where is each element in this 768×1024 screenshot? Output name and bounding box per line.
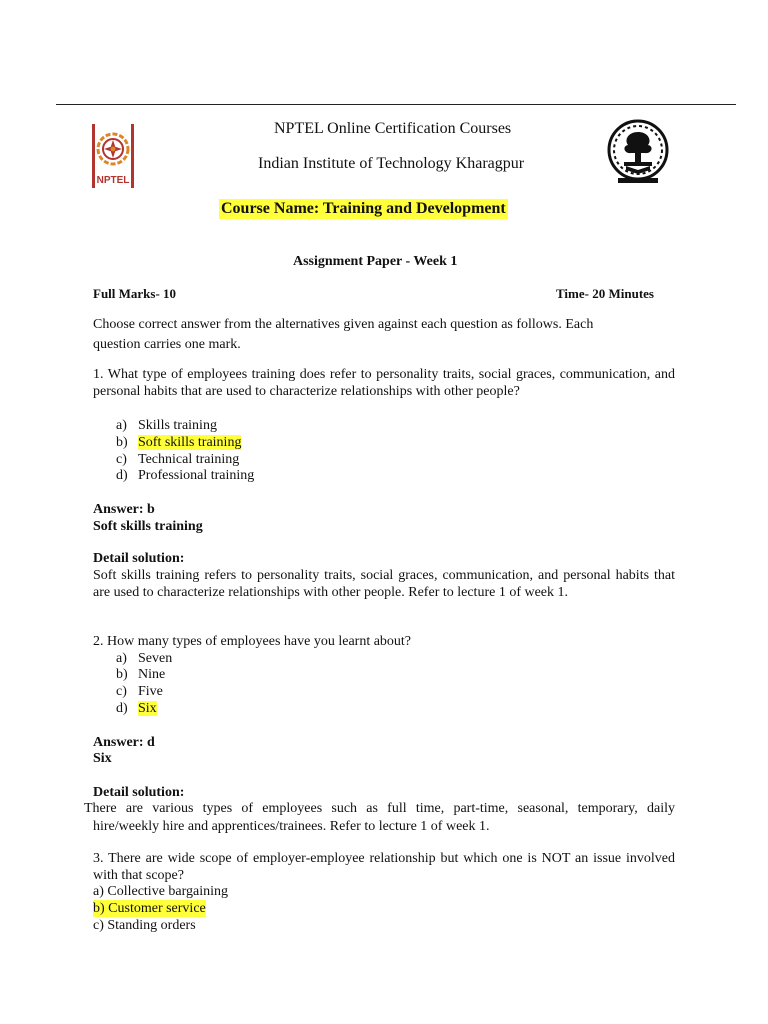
q1-answer: Answer: b [93,502,155,517]
option-text: Five [138,684,163,699]
option-text-correct: Six [138,701,157,716]
nptel-logo [92,124,134,188]
top-rule [56,104,736,105]
option-text: Skills training [138,418,217,433]
instructions-line-2: question carries one mark. [93,337,241,352]
q3-option-c: c) Standing orders [93,918,196,933]
q2-answer: Answer: d [93,735,155,750]
course-name: Course Name: Training and Development [221,200,506,217]
q1-solution: Soft skills training refers to personality traits, social graces, communication, and personal habits that are used to characterize relationships with other people. Refer to lecture 1 of week 1. [93,568,675,600]
q3-option-b-correct: b) Customer service [93,901,206,916]
option-text: Seven [138,651,173,666]
q2-option-c [116,683,163,700]
q1-option-c [116,451,239,468]
q2-solution-line-1: There are various types of employees such as full time, part-time, seasonal, temporary, daily [84,801,675,816]
assignment-title: Assignment Paper - Week 1 [293,254,458,269]
time-limit: Time- 20 Minutes [556,286,654,301]
option-letter: a) [116,418,127,433]
q2-option-a [116,650,172,667]
q1-option-a [116,417,217,434]
header-line-1: NPTEL Online Certification Courses [274,120,512,137]
option-text: Technical training [138,452,240,467]
question-2: 2. How many types of employees have you learnt about? [93,634,412,649]
q2-answer-text: Six [93,751,112,766]
question-1: 1. What type of employees training does refer to personality traits, social graces, communication, and personal habits that are used to characterize relationships with other people? [93,367,675,399]
option-letter: c) [116,452,127,467]
q2-solution-heading: Detail solution: [93,785,185,800]
q3-option-a: a) Collective bargaining [93,884,229,899]
option-letter: d) [116,468,128,483]
q1-option-d [116,467,254,484]
option-letter: c) [116,684,127,699]
instructions-line-1: Choose correct answer from the alternatives given against each question as follows. Each [93,317,594,332]
full-marks: Full Marks- 10 [93,286,177,301]
option-letter: b) [116,435,128,450]
q1-solution-heading: Detail solution: [93,551,185,566]
option-letter: d) [116,701,128,716]
option-text-correct: Soft skills training [138,435,242,450]
q2-solution-line-2: hire/weekly hire and apprentices/trainees. Refer to lecture 1 of week 1. [93,819,490,834]
q1-option-b [116,434,241,451]
iit-kharagpur-emblem [604,118,672,186]
q2-option-b [116,666,165,683]
option-text: Nine [138,667,166,682]
nptel-logo-text: NPTEL [96,175,130,186]
option-letter: b) [116,667,128,682]
option-text: Professional training [138,468,255,483]
q2-option-d [116,700,157,717]
option-letter: a) [116,651,127,666]
q1-answer-text: Soft skills training [93,519,203,534]
question-3: 3. There are wide scope of employer-employee relationship but which one is NOT an issue involved with that scope? [93,851,675,883]
header-line-2: Indian Institute of Technology Kharagpur [258,155,525,172]
